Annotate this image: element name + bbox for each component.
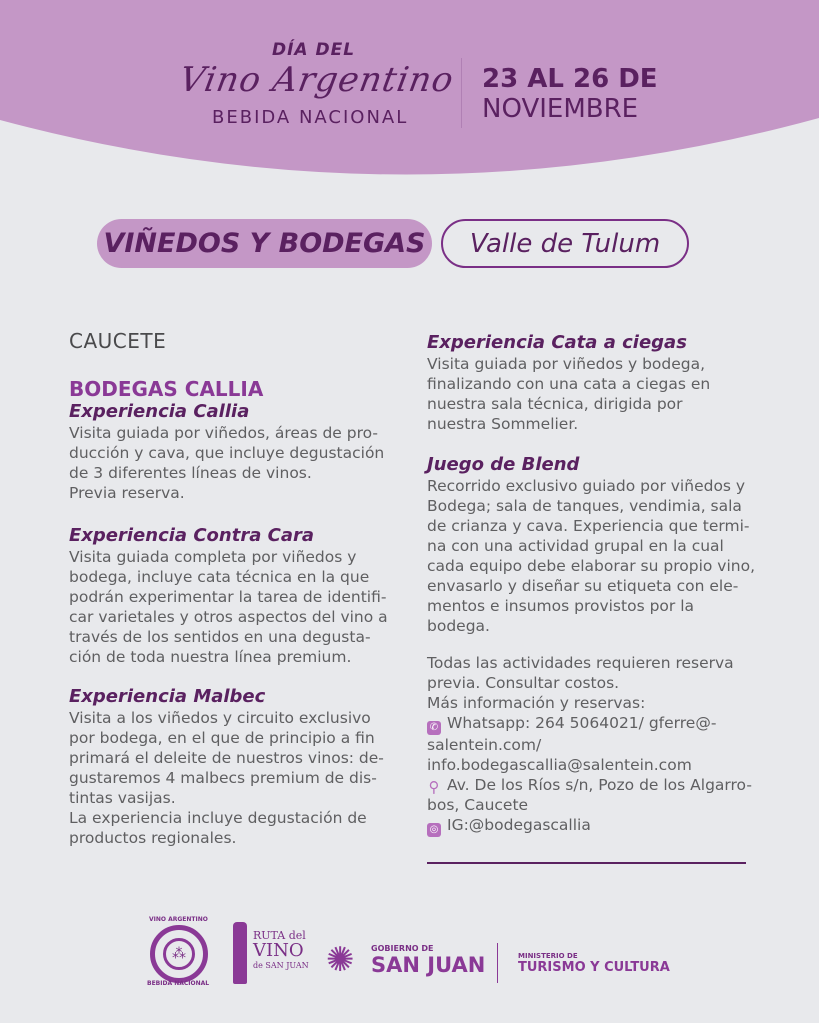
text-line: Visita guiada por viñedos y bodega,: [427, 355, 706, 373]
experience-title: Juego de Blend: [427, 454, 580, 475]
experience-title: Experiencia Callia: [69, 401, 250, 422]
whatsapp-text: Whatsapp: 264 5064021/ gferre@-: [447, 714, 717, 732]
logo-text: VINO ARGENTINO: [149, 916, 208, 923]
text-line: na con una actividad grupal en la cual: [427, 537, 724, 555]
header-script-title: Vino Argentino: [176, 60, 458, 100]
logo-text: de SAN JUAN: [253, 961, 309, 970]
text-line: de crianza y cava. Experiencia que termi-: [427, 517, 750, 535]
header-top-line: DÍA DEL: [272, 40, 356, 60]
instagram-handle: IG:@bodegascallia: [447, 816, 591, 834]
text-line: Visita guiada completa por viñedos y: [69, 548, 357, 566]
text-line: ducción y cava, que incluye degustación: [69, 444, 385, 462]
gobierno-san-juan-logo: [371, 944, 485, 977]
text-line: mentos e insumos provistos por la: [427, 597, 694, 615]
email-text[interactable]: info.bodegascallia@salentein.com: [427, 756, 692, 774]
dates-line2: NOVIEMBRE: [482, 94, 639, 124]
experience-title: Experiencia Contra Cara: [69, 525, 314, 546]
experience-section: [69, 525, 388, 667]
instagram-icon: ◎: [427, 823, 441, 837]
address-text: bos, Caucete: [427, 796, 529, 814]
text-line: nuestra Sommelier.: [427, 415, 579, 433]
ministerio-logo: [518, 952, 670, 975]
text-line: tintas vasijas.: [69, 789, 176, 807]
text-line: Recorrido exclusivo guiado por viñedos y: [427, 477, 746, 495]
experience-title: Experiencia Malbec: [69, 686, 266, 707]
phone-icon: ✆: [427, 721, 441, 735]
experience-section: [427, 454, 755, 636]
experience-section: [69, 686, 384, 848]
text-line: envasarlo y diseñar su etiqueta con ele-: [427, 577, 739, 595]
text-line: través de los sentidos en una degusta-: [69, 628, 371, 646]
header-subtitle: BEBIDA NACIONAL: [212, 107, 409, 128]
text-line: por bodega, en el que de principio a fin: [69, 729, 375, 747]
email-text[interactable]: salentein.com/: [427, 736, 542, 754]
logo-text: TURISMO Y CULTURA: [518, 960, 670, 975]
text-line: previa. Consultar costos.: [427, 674, 620, 692]
vino-argentino-logo: [147, 916, 210, 987]
region-tag: Valle de Tulum: [441, 219, 689, 268]
text-line: primará el deleite de nuestros vinos: de-: [69, 749, 384, 767]
address-text: Av. De los Ríos s/n, Pozo de los Algarro-: [447, 776, 752, 794]
text-line: Bodega; sala de tanques, vendimia, sala: [427, 497, 742, 515]
text-line: Más información y reservas:: [427, 694, 646, 712]
event-dates: [482, 64, 658, 124]
text-line: car varietales y otros aspectos del vino a: [69, 608, 388, 626]
logo-text: BEBIDA NACIONAL: [147, 980, 210, 987]
logo-text: GOBIERNO DE: [371, 944, 434, 953]
bottle-icon: [233, 922, 247, 984]
logo-text: SAN JUAN: [371, 953, 486, 977]
experience-title: Experiencia Cata a ciegas: [427, 332, 687, 353]
header-divider: [461, 58, 462, 128]
text-line: de 3 diferentes líneas de vinos.: [69, 464, 312, 482]
text-line: podrán experimentar la tarea de identifi-: [69, 588, 387, 606]
winery-name: BODEGAS CALLIA: [69, 377, 264, 401]
location-pin-icon: ⚲: [428, 778, 440, 796]
text-line: Visita guiada por viñedos, áreas de pro-: [69, 424, 379, 442]
san-juan-emblem-icon: ✺: [326, 940, 355, 980]
city-name: CAUCETE: [69, 329, 167, 353]
text-line: bodega.: [427, 617, 490, 635]
text-line: bodega, incluye cata técnica en la que: [69, 568, 370, 586]
text-line: cada equipo debe elaborar su propio vino,: [427, 557, 755, 575]
text-line: Visita a los viñedos y circuito exclusivo: [69, 709, 371, 727]
instagram-contact[interactable]: [427, 815, 752, 837]
text-line: finalizando con una cata a ciegas en: [427, 375, 711, 393]
grape-icon: ⁂: [163, 938, 195, 970]
logo-text: RUTA del: [253, 929, 306, 942]
logo-divider: [497, 943, 498, 983]
text-line: productos regionales.: [69, 829, 237, 847]
text-line: La experiencia incluye degustación de: [69, 809, 367, 827]
text-line: nuestra sala técnica, dirigida por: [427, 395, 683, 413]
text-line: ción de toda nuestra línea premium.: [69, 648, 352, 666]
logo-text: MINISTERIO DE: [518, 952, 578, 960]
divider-line: [427, 862, 746, 864]
text-line: Previa reserva.: [69, 484, 185, 502]
dates-line1: 23 AL 26 DE: [482, 64, 658, 94]
logo-text: VINO: [253, 940, 304, 961]
address: [427, 775, 752, 795]
text-line: Todas las actividades requieren reserva: [427, 654, 734, 672]
experience-section: [427, 332, 710, 434]
winery-section: [69, 377, 384, 503]
contact-section: [427, 653, 752, 837]
whatsapp-contact[interactable]: [427, 713, 752, 735]
category-tag: VIÑEDOS Y BODEGAS: [97, 219, 432, 268]
text-line: gustaremos 4 malbecs premium de dis-: [69, 769, 377, 787]
